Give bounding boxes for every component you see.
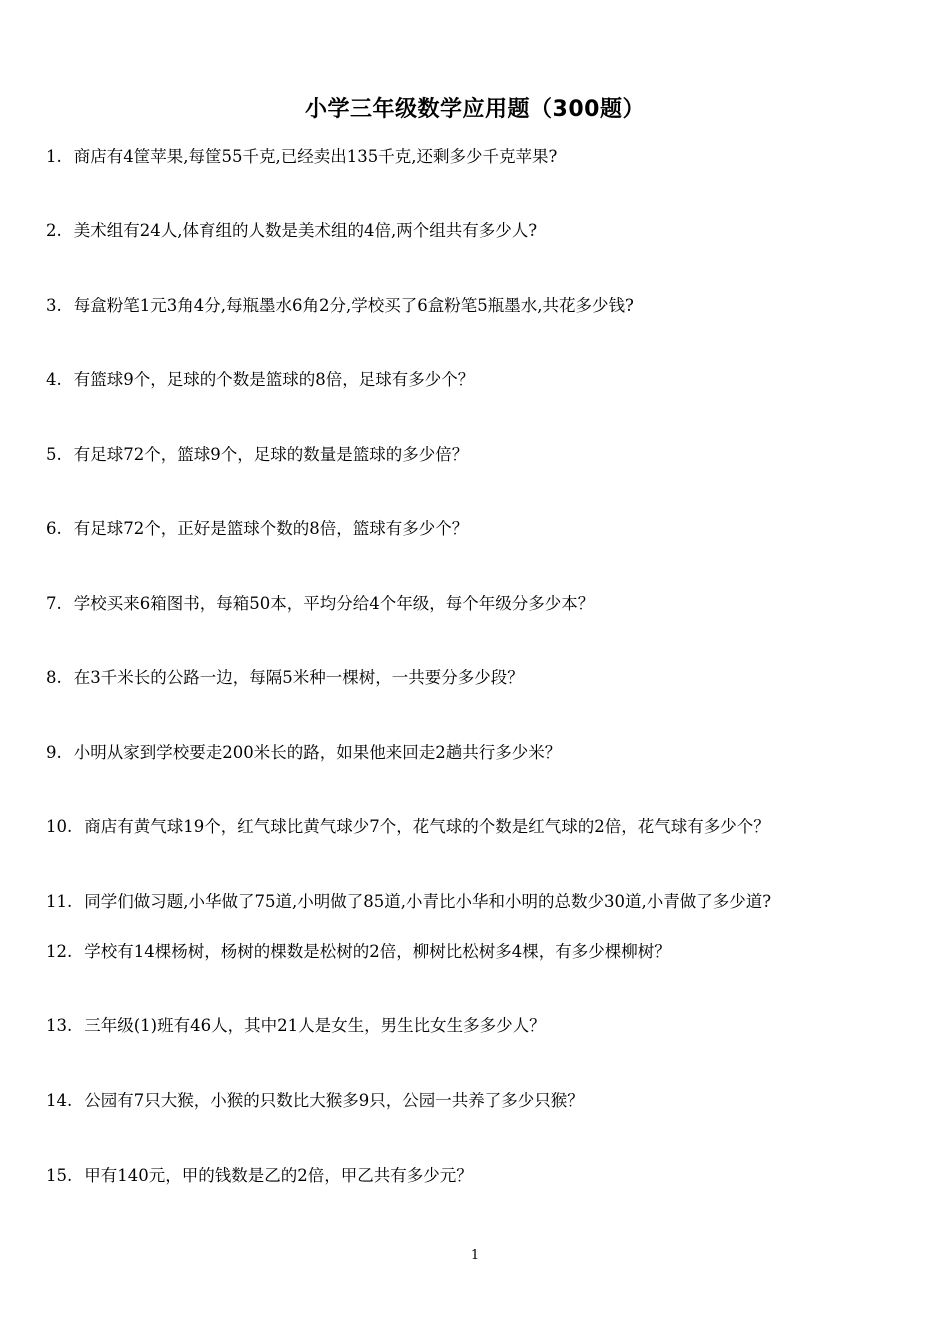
question-text: 同学们做习题,小华做了75道,小明做了85道,小青比小华和小明的总数少30道,小青做了多少道? [84, 892, 772, 911]
question-text: 学校买来6箱图书，每箱50本，平均分给4个年级，每个年级分多少本？ [73, 594, 595, 613]
question-item [46, 220, 936, 242]
question-number: 3. [46, 296, 62, 315]
question-text: 在3千米长的公路一边，每隔5米种一棵树，一共要分多少段？ [73, 668, 524, 687]
question-item [46, 369, 936, 391]
question-number: 13. [46, 1016, 73, 1035]
document-title: 小学三年级数学应用题（300题） [305, 97, 645, 122]
question-number: 14. [46, 1091, 73, 1110]
question-text: 学校有14棵杨树，杨树的棵数是松树的2倍，柳树比松树多4棵，有多少棵柳树？ [84, 942, 671, 961]
question-item [46, 295, 936, 317]
question-text: 有足球72个，正好是篮球个数的8倍，篮球有多少个？ [73, 519, 469, 538]
question-text: 公园有7只大猴，小猴的只数比大猴多9只，公园一共养了多少只猴？ [84, 1091, 584, 1110]
question-item [46, 667, 936, 689]
question-number: 5. [46, 445, 62, 464]
question-text: 有足球72个，篮球9个，足球的数量是篮球的多少倍？ [73, 445, 469, 464]
question-number: 10. [46, 817, 73, 836]
question-text: 三年级(1)班有46人，其中21人是女生，男生比女生多多少人？ [84, 1016, 546, 1035]
question-number: 4. [46, 370, 62, 389]
question-item [46, 816, 936, 838]
question-text: 甲有140元，甲的钱数是乙的2倍，甲乙共有多少元？ [84, 1166, 473, 1185]
question-item [46, 593, 936, 615]
question-item [46, 1090, 936, 1112]
question-item [46, 891, 936, 913]
question-text: 每盒粉笔1元3角4分,每瓶墨水6角2分,学校买了6盒粉笔5瓶墨水,共花多少钱? [73, 296, 634, 315]
question-item [46, 1165, 936, 1187]
question-number: 12. [46, 942, 73, 961]
question-text: 商店有黄气球19个，红气球比黄气球少7个，花气球的个数是红气球的2倍，花气球有多少个？ [84, 817, 770, 836]
page-number: 1 [470, 1248, 480, 1263]
question-number: 2. [46, 221, 62, 240]
question-number: 11. [46, 892, 73, 911]
question-item [46, 941, 936, 963]
question-item [46, 518, 936, 540]
question-number: 8. [46, 668, 62, 687]
question-item [46, 444, 936, 466]
question-number: 9. [46, 743, 62, 762]
question-text: 有篮球9个，足球的个数是篮球的8倍，足球有多少个？ [73, 370, 475, 389]
question-text: 商店有4筐苹果,每筐55千克,已经卖出135千克,还剩多少千克苹果? [73, 147, 558, 166]
question-item [46, 1015, 936, 1037]
question-text: 小明从家到学校要走200米长的路，如果他来回走2趟共行多少米？ [73, 743, 562, 762]
question-text: 美术组有24人,体育组的人数是美术组的4倍,两个组共有多少人? [73, 221, 538, 240]
question-number: 6. [46, 519, 62, 538]
question-item [46, 742, 936, 764]
question-number: 15. [46, 1166, 73, 1185]
question-number: 1. [46, 147, 62, 166]
question-number: 7. [46, 594, 62, 613]
question-item [46, 146, 936, 168]
